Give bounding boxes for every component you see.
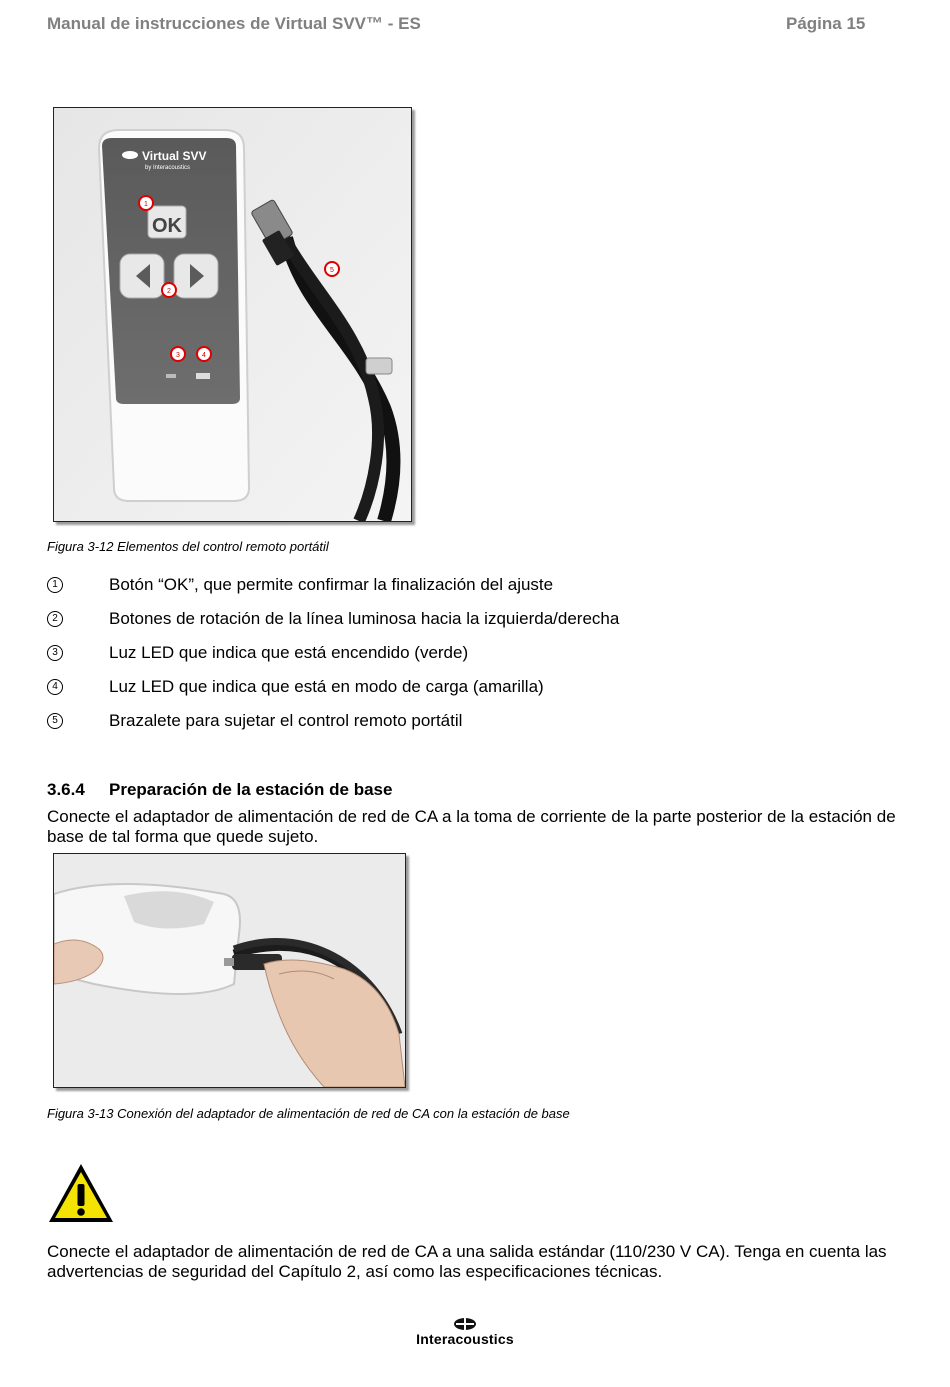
circled-number: 3 bbox=[47, 645, 63, 661]
list-item-text: Luz LED que indica que está en modo de carga (amarilla) bbox=[109, 677, 544, 696]
section-body: Conecte el adaptador de alimentación de red de CA a la toma de corriente de la parte posterior de la estación de base de tal forma que quede sujeto. bbox=[47, 807, 896, 846]
list-item-text: Luz LED que indica que está encendido (verde) bbox=[109, 643, 469, 662]
svg-text:1: 1 bbox=[144, 201, 148, 208]
base-station-illustration bbox=[54, 854, 405, 1087]
circled-number: 1 bbox=[47, 577, 63, 593]
remote-control-photo bbox=[53, 107, 412, 522]
circled-number: 5 bbox=[47, 713, 63, 729]
circled-number: 2 bbox=[47, 611, 63, 627]
svg-text:5: 5 bbox=[330, 267, 334, 274]
section-title: Preparación de la estación de base bbox=[109, 780, 393, 799]
svg-text:3: 3 bbox=[176, 352, 180, 359]
list-item-text: Botones de rotación de la línea luminosa hacia la izquierda/derecha bbox=[109, 609, 620, 628]
warning-text: Conecte el adaptador de alimentación de red de CA a una salida estándar (110/230 V CA). Tenga en cuenta las advertencias de seguridad del Capítulo 2, así como las especificaciones técnicas. bbox=[47, 1242, 887, 1281]
base-station-photo bbox=[53, 853, 406, 1088]
section-number: 3.6.4 bbox=[47, 780, 85, 799]
circled-number: 4 bbox=[47, 679, 63, 695]
device-brand: Virtual SVV bbox=[142, 149, 207, 163]
list-item-text: Brazalete para sujetar el control remoto portátil bbox=[109, 711, 463, 730]
logo-mark-icon bbox=[400, 1318, 530, 1332]
ok-label: OK bbox=[152, 215, 182, 237]
remote-control-illustration bbox=[54, 108, 411, 521]
document-title: Manual de instrucciones de Virtual SVV™ - ES bbox=[47, 14, 421, 33]
figure-caption-3-13: Figura 3-13 Conexión del adaptador de alimentación de red de CA con la estación de base bbox=[47, 1106, 570, 1121]
interacoustics-logo bbox=[400, 1318, 530, 1350]
svg-text:4: 4 bbox=[202, 352, 206, 359]
warning-icon bbox=[46, 1160, 116, 1226]
device-brand-sub: by Interacoustics bbox=[145, 165, 191, 171]
figure-caption-3-12: Figura 3-12 Elementos del control remoto portátil bbox=[47, 539, 329, 554]
list-item-text: Botón “OK”, que permite confirmar la finalización del ajuste bbox=[109, 575, 554, 594]
logo-text: Interacoustics bbox=[416, 1331, 514, 1347]
svg-text:2: 2 bbox=[167, 288, 171, 295]
page-number: Página 15 bbox=[786, 14, 866, 33]
